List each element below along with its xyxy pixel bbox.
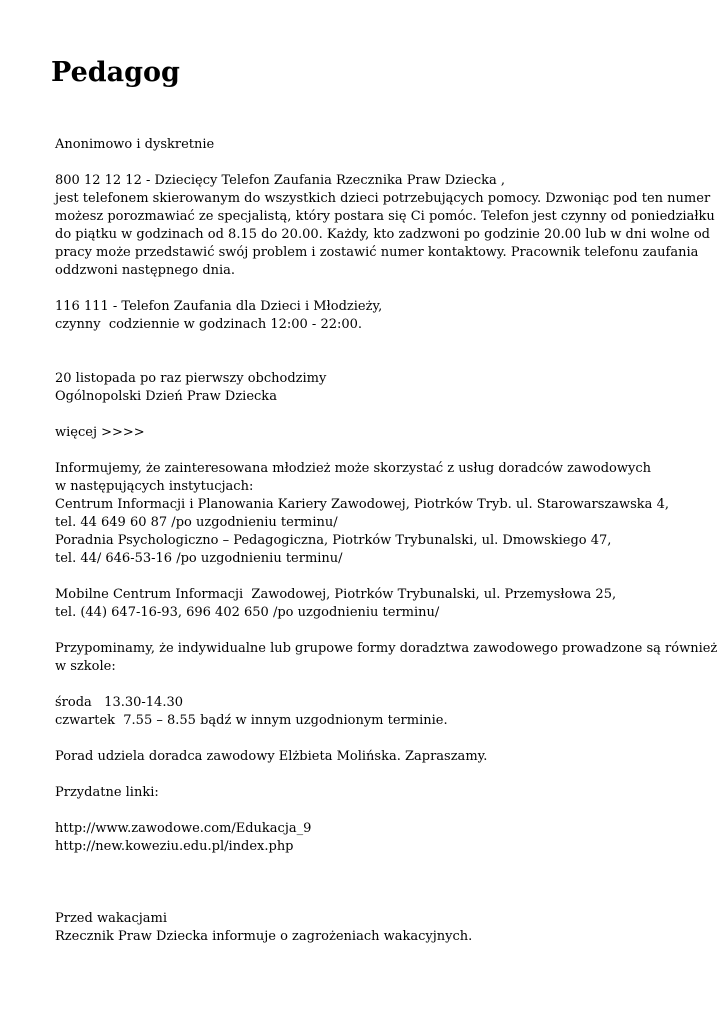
helpline-2-line: czynny codziennie w godzinach 12:00 - 22:00. [55,317,363,332]
helpline-1-line: do piątku w godzinach od 8.15 do 20.00. Każdy, kto zadzwoni po godzinie 20.00 lub w dni wolne od [55,227,710,242]
career-info-line: tel. 44 649 60 87 /po uzgodnieniu terminu/ [55,515,338,530]
page-title: Pedagog [51,57,180,88]
career-info-line: tel. 44/ 646-53-16 /po uzgodnieniu terminu/ [55,551,343,566]
career-info-line: Centrum Informacji i Planowania Kariery Zawodowej, Piotrków Tryb. ul. Starowarszawska 4, [55,497,669,512]
more-link[interactable]: więcej >>>> [55,425,145,440]
helpline-2-line: 116 111 - Telefon Zaufania dla Dzieci i Młodzieży, [55,299,383,314]
career-info-line: w następujących instytucjach: [55,479,254,494]
links-list [55,820,715,856]
reminder-paragraph [55,640,718,676]
helpline-1-line: jest telefonem skierowanym do wszystkich dzieci potrzebujących pomocy. Dzwoniąc pod ten numer [55,191,711,206]
rights-day-line: Ogólnopolski Dzień Praw Dziecka [55,389,277,404]
schedule-line: środa 13.30-14.30 [55,695,184,710]
rights-day-line: 20 listopada po raz pierwszy obchodzimy [55,371,327,386]
vacation-line: Rzecznik Praw Dziecka informuje o zagrożeniach wakacyjnych. [55,929,473,944]
career-info-line: Informujemy, że zainteresowana młodzież może skorzystać z usług doradców zawodowych [55,461,651,476]
links-heading: Przydatne linki: [55,785,159,800]
vacation-paragraph [55,910,715,946]
vacation-line: Przed wakacjami [55,911,168,926]
link-zawodowe[interactable]: http://www.zawodowe.com/Edukacja_9 [55,821,312,836]
link-koweziu[interactable]: http://new.koweziu.edu.pl/index.php [55,839,294,854]
helpline-1-paragraph [55,172,715,280]
helpline-2-paragraph [55,298,715,334]
helpline-1-line: oddzwoni następnego dnia. [55,263,236,278]
schedule-line: czwartek 7.55 – 8.55 bądź w innym uzgodnionym terminie. [55,713,448,728]
helpline-1-line: pracy może przedstawić swój problem i zostawić numer kontaktowy. Pracownik telefonu zaufania [55,245,699,260]
intro-text: Anonimowo i dyskretnie [55,137,215,152]
reminder-line: w szkole: [55,659,116,674]
reminder-line: Przypominamy, że indywidualne lub grupowe formy doradztwa zawodowego prowadzone są również [55,641,718,656]
article-content [55,136,718,946]
schedule-paragraph [55,694,715,730]
mobile-center-line: Mobilne Centrum Informacji Zawodowej, Piotrków Trybunalski, ul. Przemysłowa 25, [55,587,617,602]
advisor-text: Porad udziela doradca zawodowy Elżbieta Molińska. Zapraszamy. [55,749,488,764]
career-info-line: Poradnia Psychologiczno – Pedagogiczna, Piotrków Trybunalski, ul. Dmowskiego 47, [55,533,612,548]
rights-day-paragraph [55,370,715,406]
career-info-paragraph [55,460,715,568]
helpline-1-line: możesz porozmawiać ze specjalistą, który postara się Ci pomóc. Telefon jest czynny od poniedziałku [55,209,715,224]
mobile-center-line: tel. (44) 647-16-93, 696 402 650 /po uzgodnieniu terminu/ [55,605,440,620]
mobile-center-paragraph [55,586,715,622]
helpline-1-line: 800 12 12 12 - Dziecięcy Telefon Zaufania Rzecznika Praw Dziecka , [55,173,506,188]
